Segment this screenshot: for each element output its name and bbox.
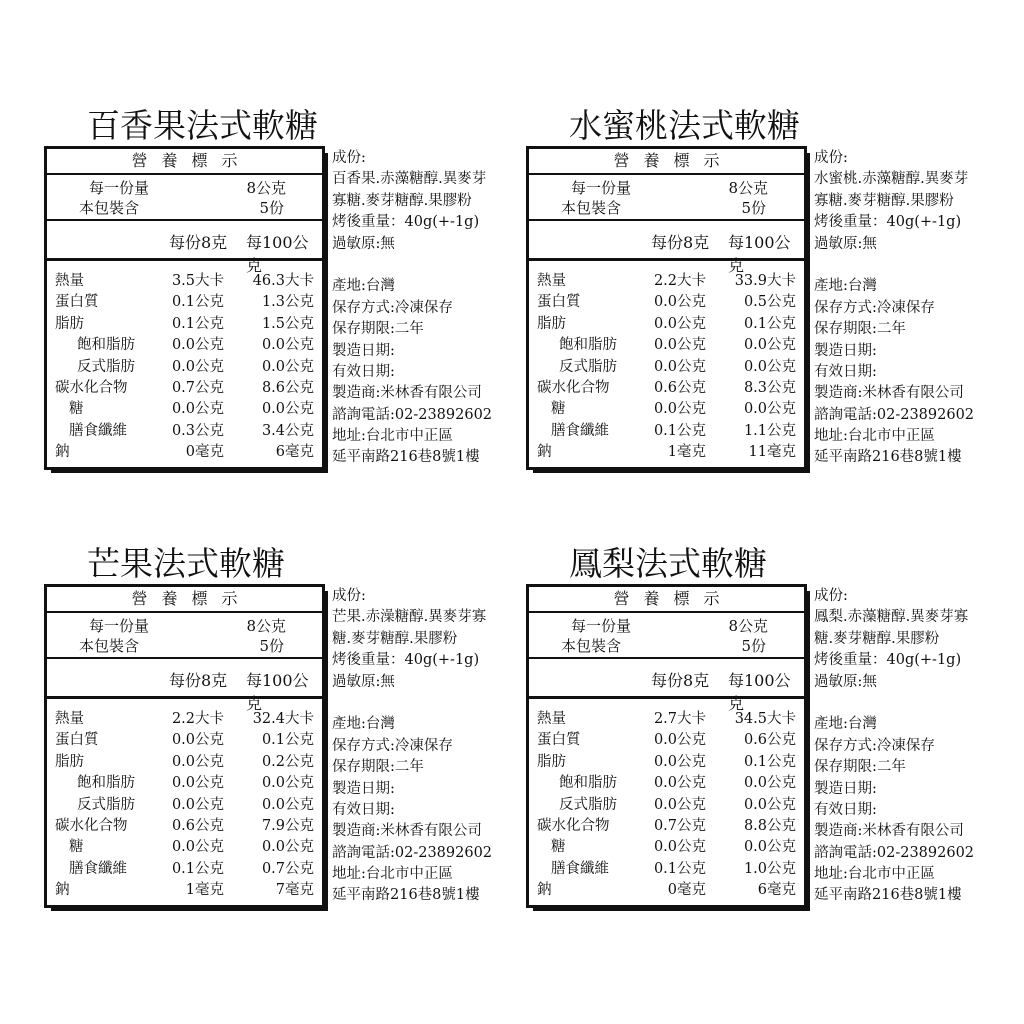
nutrient-row [55,335,314,356]
info-line: 有效日期: [814,801,877,818]
info-line: 製造日期: [814,780,877,797]
nutrient-row [537,421,796,442]
info-line: 有效日期: [332,801,395,818]
nutrient-row [537,709,796,730]
info-line: 製造日期: [332,342,395,359]
nutrient-per-serving: 0.0公克 [653,337,706,354]
nutrition-panel [44,584,325,908]
info-line: 水蜜桃.赤藻糖醇.異麥芽 [814,171,969,188]
nutrient-per-serving: 0.0公克 [653,796,706,813]
info-line: 製造商:米林香有限公司 [814,823,964,840]
nutrient-per-serving: 0.1公克 [171,294,224,311]
serving-size-label: 每一份量 [89,617,150,635]
nutrition-header: 營養標示 [529,587,804,613]
nutrient-per-serving: 0.0公克 [653,315,706,332]
nutrient-per-serving: 0.7公克 [171,379,224,396]
info-line [814,693,1014,714]
info-line: 有效日期: [814,363,877,380]
nutrition-panel [526,146,807,470]
info-line: 保存方式:冷凍保存 [332,737,453,754]
nutrient-name: 鈉 [537,882,552,899]
nutrient-per-serving: 0.0公克 [171,337,224,354]
nutrient-per-100g: 6毫克 [275,444,314,461]
serving-size-value: 8公克 [728,617,768,635]
product-info [814,586,1014,907]
info-line: 成份: [814,150,848,166]
nutrient-per-100g: 0.0公克 [261,796,314,813]
info-line: 烤後重量：40g(+-1g) [332,652,480,669]
nutrient-row [537,752,796,773]
nutrition-panel [526,584,807,908]
nutrient-per-100g: 0.0公克 [261,775,314,792]
nutrient-row [55,442,314,463]
info-line: 諮詢電話:02-23892602 [332,406,493,423]
nutrient-per-100g: 46.3大卡 [252,273,314,289]
nutrient-name: 反式脂肪 [77,796,135,813]
nutrient-per-100g: 0.7公克 [261,860,314,877]
info-line: 延平南路216巷8號1樓 [814,449,962,466]
nutrient-per-serving: 0.0公克 [653,775,706,792]
nutrient-name: 飽和脂肪 [77,775,135,792]
info-line: 烤後重量：40g(+-1g) [332,214,480,231]
nutrient-row [537,335,796,356]
nutrient-row [55,421,314,442]
nutrient-per-serving: 0.3公克 [171,422,224,439]
info-line: 延平南路216巷8號1樓 [332,887,480,904]
nutrient-name: 反式脂肪 [77,358,135,375]
panel-shadow [533,470,810,473]
nutrient-table [55,709,314,902]
per-serving-header: 每份8克 [169,233,228,252]
product-info [814,148,1014,469]
product-pineapple [526,544,1006,944]
nutrient-name: 糖 [551,839,566,856]
nutrient-name: 熱量 [55,273,84,289]
nutrient-name: 鈉 [55,444,70,461]
nutrient-per-serving: 0.1公克 [653,422,706,439]
nutrient-per-serving: 3.5大卡 [171,273,224,289]
info-line: 產地:台灣 [814,716,877,733]
info-line: 製造日期: [332,780,395,797]
nutrient-per-serving: 0.0公克 [653,753,706,770]
nutrient-per-serving: 0.0公克 [171,732,224,749]
nutrient-name: 糖 [551,401,566,418]
info-line: 保存期限:二年 [814,759,906,776]
nutrient-name: 糖 [69,401,84,418]
nutrient-name: 鈉 [537,444,552,461]
per-100g-header: 每100公克 [246,671,309,713]
info-line: 寡糖.麥芽糖醇.果膠粉 [332,192,472,209]
info-line: 產地:台灣 [814,278,877,295]
info-line: 製造日期: [814,342,877,359]
info-line: 百香果.赤藻糖醇.異麥芽 [332,171,487,188]
nutrient-row [537,816,796,837]
nutrient-row [55,271,314,292]
info-line: 產地:台灣 [332,278,395,295]
nutrient-name: 膳食纖維 [551,422,609,439]
product-info [332,586,532,907]
info-line: 成份: [332,150,366,166]
nutrient-name: 碳水化合物 [55,817,128,834]
servings-label: 本包裝含 [79,637,140,655]
nutrient-name: 碳水化合物 [537,379,610,396]
nutrient-row [55,399,314,420]
nutrient-per-100g: 0.0公克 [743,337,796,354]
info-line: 產地:台灣 [332,716,395,733]
nutrient-name: 膳食纖維 [69,860,127,877]
nutrient-per-100g: 8.6公克 [261,379,314,396]
servings-value: 5份 [259,199,284,217]
nutrient-row [55,292,314,313]
info-line: 延平南路216巷8號1樓 [814,887,962,904]
nutrient-per-serving: 0.0公克 [171,753,224,770]
info-line: 保存期限:二年 [332,759,424,776]
info-line: 製造商:米林香有限公司 [332,385,482,402]
info-line: 保存期限:二年 [332,321,424,338]
nutrient-per-serving: 0.0公克 [653,839,706,856]
info-line: 諮詢電話:02-23892602 [814,844,975,861]
nutrition-panel [44,146,325,470]
nutrient-per-100g: 0.0公克 [743,839,796,856]
nutrient-name: 熱量 [55,711,84,727]
nutrient-name: 蛋白質 [537,732,581,749]
nutrient-name: 碳水化合物 [537,817,610,834]
nutrient-name: 脂肪 [537,315,566,332]
per-serving-header: 每份8克 [651,233,710,252]
nutrient-row [537,795,796,816]
per-serving-header: 每份8克 [169,671,228,690]
per-serving-header: 每份8克 [651,671,710,690]
nutrient-name: 蛋白質 [537,294,581,311]
per-100g-header: 每100公克 [246,233,309,275]
nutrient-name: 膳食纖維 [551,860,609,877]
nutrient-per-100g: 0.0公克 [743,775,796,792]
nutrient-per-100g: 0.1公克 [743,753,796,770]
nutrient-per-100g: 0.0公克 [743,796,796,813]
nutrient-row [55,357,314,378]
nutrient-per-100g: 6毫克 [757,882,796,899]
nutrient-per-100g: 0.1公克 [261,732,314,749]
nutrient-per-100g: 0.0公克 [261,839,314,856]
nutrient-per-serving: 0.0公克 [171,358,224,375]
info-line: 製造商:米林香有限公司 [332,823,482,840]
product-title: 百香果法式軟糖 [87,106,318,145]
panel-shadow [533,908,810,911]
nutrient-per-100g: 0.5公克 [743,294,796,311]
info-line: 烤後重量：40g(+-1g) [814,214,962,231]
info-line [332,255,532,276]
nutrient-name: 飽和脂肪 [559,775,617,792]
product-peach [526,106,1006,506]
nutrient-per-100g: 0.0公克 [261,337,314,354]
nutrient-row [537,773,796,794]
info-line: 寡糖.麥芽糖醇.果膠粉 [814,192,954,209]
nutrient-name: 蛋白質 [55,294,99,311]
nutrient-per-serving: 0.7公克 [653,817,706,834]
servings-value: 5份 [259,637,284,655]
nutrient-per-serving: 0.0公克 [171,401,224,418]
nutrient-per-100g: 0.0公克 [743,401,796,418]
nutrient-row [537,292,796,313]
info-line: 延平南路216巷8號1樓 [332,449,480,466]
nutrient-name: 蛋白質 [55,732,99,749]
nutrient-name: 脂肪 [55,753,84,770]
nutrient-row [55,880,314,901]
nutrient-row [537,442,796,463]
per-100g-header: 每100公克 [728,671,791,713]
servings-label: 本包裝含 [79,199,140,217]
nutrient-row [537,378,796,399]
nutrient-name: 脂肪 [537,753,566,770]
info-line: 地址:台北市中正區 [814,866,935,883]
nutrient-per-100g: 8.3公克 [743,379,796,396]
nutrient-per-100g: 7毫克 [275,882,314,899]
nutrient-per-100g: 1.0公克 [743,860,796,877]
column-headers [47,659,322,713]
nutrient-per-100g: 0.1公克 [743,315,796,332]
nutrient-table [537,709,796,902]
info-line [332,693,532,714]
panel-shadow [51,908,328,911]
info-line: 保存方式:冷凍保存 [814,737,935,754]
nutrient-name: 飽和脂肪 [559,337,617,354]
nutrient-row [55,730,314,751]
nutrient-per-100g: 0.2公克 [261,753,314,770]
nutrient-per-100g: 3.4公克 [261,422,314,439]
info-line: 地址:台北市中正區 [814,428,935,445]
servings-label: 本包裝含 [561,637,622,655]
nutrient-per-100g: 0.0公克 [261,358,314,375]
info-line: 芒果.赤澡糖醇.異麥芽寡 [332,609,487,626]
nutrient-row [537,271,796,292]
serving-size-value: 8公克 [246,179,286,197]
info-line: 鳳梨.赤藻糖醇.異麥芽寡 [814,609,969,626]
column-headers [529,221,804,275]
nutrient-name: 脂肪 [55,315,84,332]
nutrient-name: 糖 [69,839,84,856]
info-line: 過敏原:無 [814,235,877,252]
nutrient-name: 碳水化合物 [55,379,128,396]
nutrient-per-serving: 1毫克 [185,882,224,899]
servings-value: 5份 [741,637,766,655]
nutrient-per-100g: 11毫克 [748,444,796,461]
per-100g-header: 每100公克 [728,233,791,275]
info-line: 保存期限:二年 [814,321,906,338]
info-line: 諮詢電話:02-23892602 [814,406,975,423]
nutrient-row [55,816,314,837]
nutrient-row [55,773,314,794]
product-title: 水蜜桃法式軟糖 [569,106,800,145]
column-headers [47,221,322,275]
nutrient-row [55,314,314,335]
servings-label: 本包裝含 [561,199,622,217]
nutrient-per-serving: 2.2大卡 [171,711,224,727]
info-line: 烤後重量：40g(+-1g) [814,652,962,669]
product-title: 芒果法式軟糖 [87,544,285,583]
info-line: 成份: [814,588,848,604]
info-line: 諮詢電話:02-23892602 [332,844,493,861]
product-mango [44,544,524,944]
nutrient-per-serving: 0.1公克 [171,860,224,877]
nutrient-per-serving: 0毫克 [185,444,224,461]
nutrient-per-serving: 0.6公克 [653,379,706,396]
info-line: 過敏原:無 [814,673,877,690]
nutrient-row [55,752,314,773]
nutrient-name: 熱量 [537,273,566,289]
nutrient-row [537,730,796,751]
nutrient-per-serving: 0.0公克 [653,732,706,749]
nutrient-row [537,357,796,378]
info-line: 糖.麥芽糖醇.果膠粉 [814,630,940,647]
nutrient-per-serving: 0.6公克 [171,817,224,834]
info-line: 地址:台北市中正區 [332,428,453,445]
info-line: 地址:台北市中正區 [332,866,453,883]
nutrient-row [537,837,796,858]
nutrient-name: 飽和脂肪 [77,337,135,354]
nutrient-per-100g: 0.6公克 [743,732,796,749]
info-line: 保存方式:冷凍保存 [332,299,453,316]
info-line [814,255,1014,276]
nutrient-table [55,271,314,464]
product-info [332,148,532,469]
nutrient-per-serving: 2.2大卡 [653,273,706,289]
info-line: 過敏原:無 [332,673,395,690]
nutrition-header: 營養標示 [529,149,804,175]
product-passionfruit [44,106,524,506]
serving-size-value: 8公克 [246,617,286,635]
serving-size-value: 8公克 [728,179,768,197]
column-headers [529,659,804,713]
nutrient-per-100g: 0.0公克 [261,401,314,418]
nutrient-per-serving: 0.0公克 [171,839,224,856]
nutrition-header: 營養標示 [47,149,322,175]
nutrient-table [537,271,796,464]
nutrient-name: 反式脂肪 [559,796,617,813]
nutrient-per-100g: 7.9公克 [261,817,314,834]
nutrient-per-serving: 1毫克 [667,444,706,461]
servings-value: 5份 [741,199,766,217]
info-line: 保存方式:冷凍保存 [814,299,935,316]
nutrient-row [537,880,796,901]
info-line: 製造商:米林香有限公司 [814,385,964,402]
nutrient-row [537,399,796,420]
info-line: 成份: [332,588,366,604]
nutrient-per-100g: 32.4大卡 [252,711,314,727]
nutrient-per-100g: 0.0公克 [743,358,796,375]
nutrient-name: 反式脂肪 [559,358,617,375]
nutrient-per-100g: 8.8公克 [743,817,796,834]
nutrient-name: 鈉 [55,882,70,899]
nutrient-per-serving: 0.1公克 [171,315,224,332]
nutrient-row [55,795,314,816]
nutrient-per-serving: 0.1公克 [653,860,706,877]
product-title: 鳳梨法式軟糖 [569,544,767,583]
nutrient-name: 膳食纖維 [69,422,127,439]
nutrient-per-serving: 0毫克 [667,882,706,899]
serving-size-label: 每一份量 [89,179,150,197]
nutrient-per-serving: 0.0公克 [653,401,706,418]
nutrient-row [55,378,314,399]
serving-size-label: 每一份量 [571,617,632,635]
nutrient-per-100g: 34.5大卡 [734,711,796,727]
serving-info [47,175,322,221]
nutrient-per-serving: 2.7大卡 [653,711,706,727]
nutrient-per-100g: 33.9大卡 [734,273,796,289]
nutrition-header: 營養標示 [47,587,322,613]
nutrient-per-serving: 0.0公克 [653,294,706,311]
nutrient-name: 熱量 [537,711,566,727]
serving-info [529,175,804,221]
info-line: 過敏原:無 [332,235,395,252]
nutrient-per-serving: 0.0公克 [653,358,706,375]
nutrient-row [537,859,796,880]
nutrient-per-100g: 1.5公克 [261,315,314,332]
info-line: 有效日期: [332,363,395,380]
serving-info [47,613,322,659]
nutrient-per-100g: 1.1公克 [743,422,796,439]
panel-shadow [51,470,328,473]
nutrient-row [537,314,796,335]
nutrient-row [55,859,314,880]
nutrient-row [55,837,314,858]
nutrient-per-100g: 1.3公克 [261,294,314,311]
info-line: 糖.麥芽糖醇.果膠粉 [332,630,458,647]
nutrient-row [55,709,314,730]
serving-size-label: 每一份量 [571,179,632,197]
nutrient-per-serving: 0.0公克 [171,775,224,792]
serving-info [529,613,804,659]
nutrient-per-serving: 0.0公克 [171,796,224,813]
